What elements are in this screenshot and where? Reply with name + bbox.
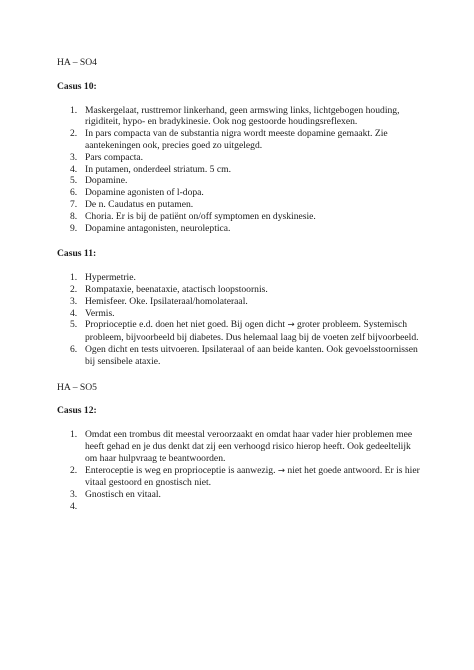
item-text: Choria. Er is bij de patiënt on/off symptomen en dyskinesie. xyxy=(85,210,316,222)
item-number: 3. xyxy=(70,151,78,163)
item-number: 6. xyxy=(70,187,78,199)
casus-10-answer-list xyxy=(57,105,422,235)
casus-12-answer-list xyxy=(57,429,422,513)
item-text-after-arrow: groter probleem. Systemisch probleem, bijvoorbeeld bij diabetes. Dus helemaal laag bij de voeten zelf bijvoorbeeld. xyxy=(85,319,419,344)
item-number: 3. xyxy=(70,489,78,501)
list-item xyxy=(57,175,422,187)
item-number: 4. xyxy=(70,163,78,175)
item-number: 4. xyxy=(70,500,78,512)
item-text: De n. Caudatus en putamen. xyxy=(85,198,194,210)
item-text: Pars compacta. xyxy=(85,151,144,163)
casus-11-title: Casus 11: xyxy=(57,248,97,260)
list-item xyxy=(57,429,422,464)
section-heading-so4: HA – SO4 xyxy=(57,57,97,68)
item-number: 7. xyxy=(70,198,78,210)
item-text: Dopamine. xyxy=(85,175,128,187)
list-item xyxy=(57,465,422,490)
item-text: Dopamine antagonisten, neuroleptica. xyxy=(85,222,231,234)
item-text: In putamen, onderdeel striatum. 5 cm. xyxy=(85,163,231,175)
item-number: 2. xyxy=(70,128,78,140)
item-text: Gnostisch en vitaal. xyxy=(85,489,161,501)
list-item xyxy=(57,152,422,164)
item-text: Dopamine agonisten of l-dopa. xyxy=(85,187,204,199)
item-text: Hemisfeer. Oke. Ipsilateraal/homolateraal. xyxy=(85,295,248,307)
item-text-before-arrow: Enteroceptie is weg en proprioceptie is aanwezig. xyxy=(85,464,278,476)
item-text: In pars compacta van de substantia nigra wordt meeste dopamine gemaakt. Zie aantekeningen ook, precies goed zo uitgelegd. xyxy=(85,128,388,151)
item-number: 5. xyxy=(70,319,78,331)
list-item xyxy=(57,211,422,223)
list-item xyxy=(57,489,422,501)
item-text: Rompataxie, beenataxie, atactisch loopstoornis. xyxy=(85,283,268,295)
list-item xyxy=(57,105,422,129)
list-item xyxy=(57,319,422,344)
list-item xyxy=(57,308,422,320)
list-item xyxy=(57,223,422,235)
item-text: Hypermetrie. xyxy=(85,272,136,284)
casus-11-answer-list xyxy=(57,272,422,367)
right-arrow-icon: → xyxy=(277,465,285,476)
casus-10-title: Casus 10: xyxy=(57,80,97,92)
item-text-before-arrow: Proprioceptie e.d. doen het niet goed. Bij ogen dicht xyxy=(85,319,288,331)
item-number: 2. xyxy=(70,464,78,476)
item-number: 8. xyxy=(70,210,78,222)
item-text: Vermis. xyxy=(85,307,115,319)
item-text: Omdat een trombus dit meestal veroorzaakt en omdat haar vader hier problemen mee heeft gehad en je dus denkt dat zij een verhoogd risico hierop heeft. Ook gedeeltelijk om haar hulpvraag te beantwoorden. xyxy=(85,429,413,464)
item-text: Ogen dicht en tests uitvoeren. Ipsilateraal of aan beide kanten. Ook gevoelsstoornissen bij sensibele ataxie. xyxy=(85,343,418,367)
list-item xyxy=(57,296,422,308)
list-item xyxy=(57,164,422,176)
list-item xyxy=(57,501,422,513)
list-item xyxy=(57,272,422,284)
right-arrow-icon: → xyxy=(287,320,295,331)
item-number: 1. xyxy=(70,429,78,441)
item-text-after-arrow: niet het goede antwoord. Er is hier vitaal gestoord en gnostisch niet. xyxy=(85,464,420,489)
item-number: 3. xyxy=(70,295,78,307)
list-item xyxy=(57,284,422,296)
item-number: 1. xyxy=(70,104,78,116)
list-item xyxy=(57,344,422,368)
item-number: 2. xyxy=(70,283,78,295)
section-heading-so5: HA – SO5 xyxy=(57,381,97,393)
list-item xyxy=(57,199,422,211)
casus-12-title: Casus 12: xyxy=(57,405,97,417)
document-page xyxy=(57,57,422,513)
item-number: 1. xyxy=(70,272,78,284)
item-number: 5. xyxy=(70,175,78,187)
list-item xyxy=(57,128,422,152)
item-text: Maskergelaat, rusttremor linkerhand, geen armswing links, lichtgebogen houding, rigiditeit, hypo- en bradykinesie. Ook nog gestoorde houdingsreflexen. xyxy=(85,104,400,128)
item-number: 4. xyxy=(70,307,78,319)
item-number: 9. xyxy=(70,222,78,234)
item-number: 6. xyxy=(70,343,78,355)
list-item xyxy=(57,187,422,199)
